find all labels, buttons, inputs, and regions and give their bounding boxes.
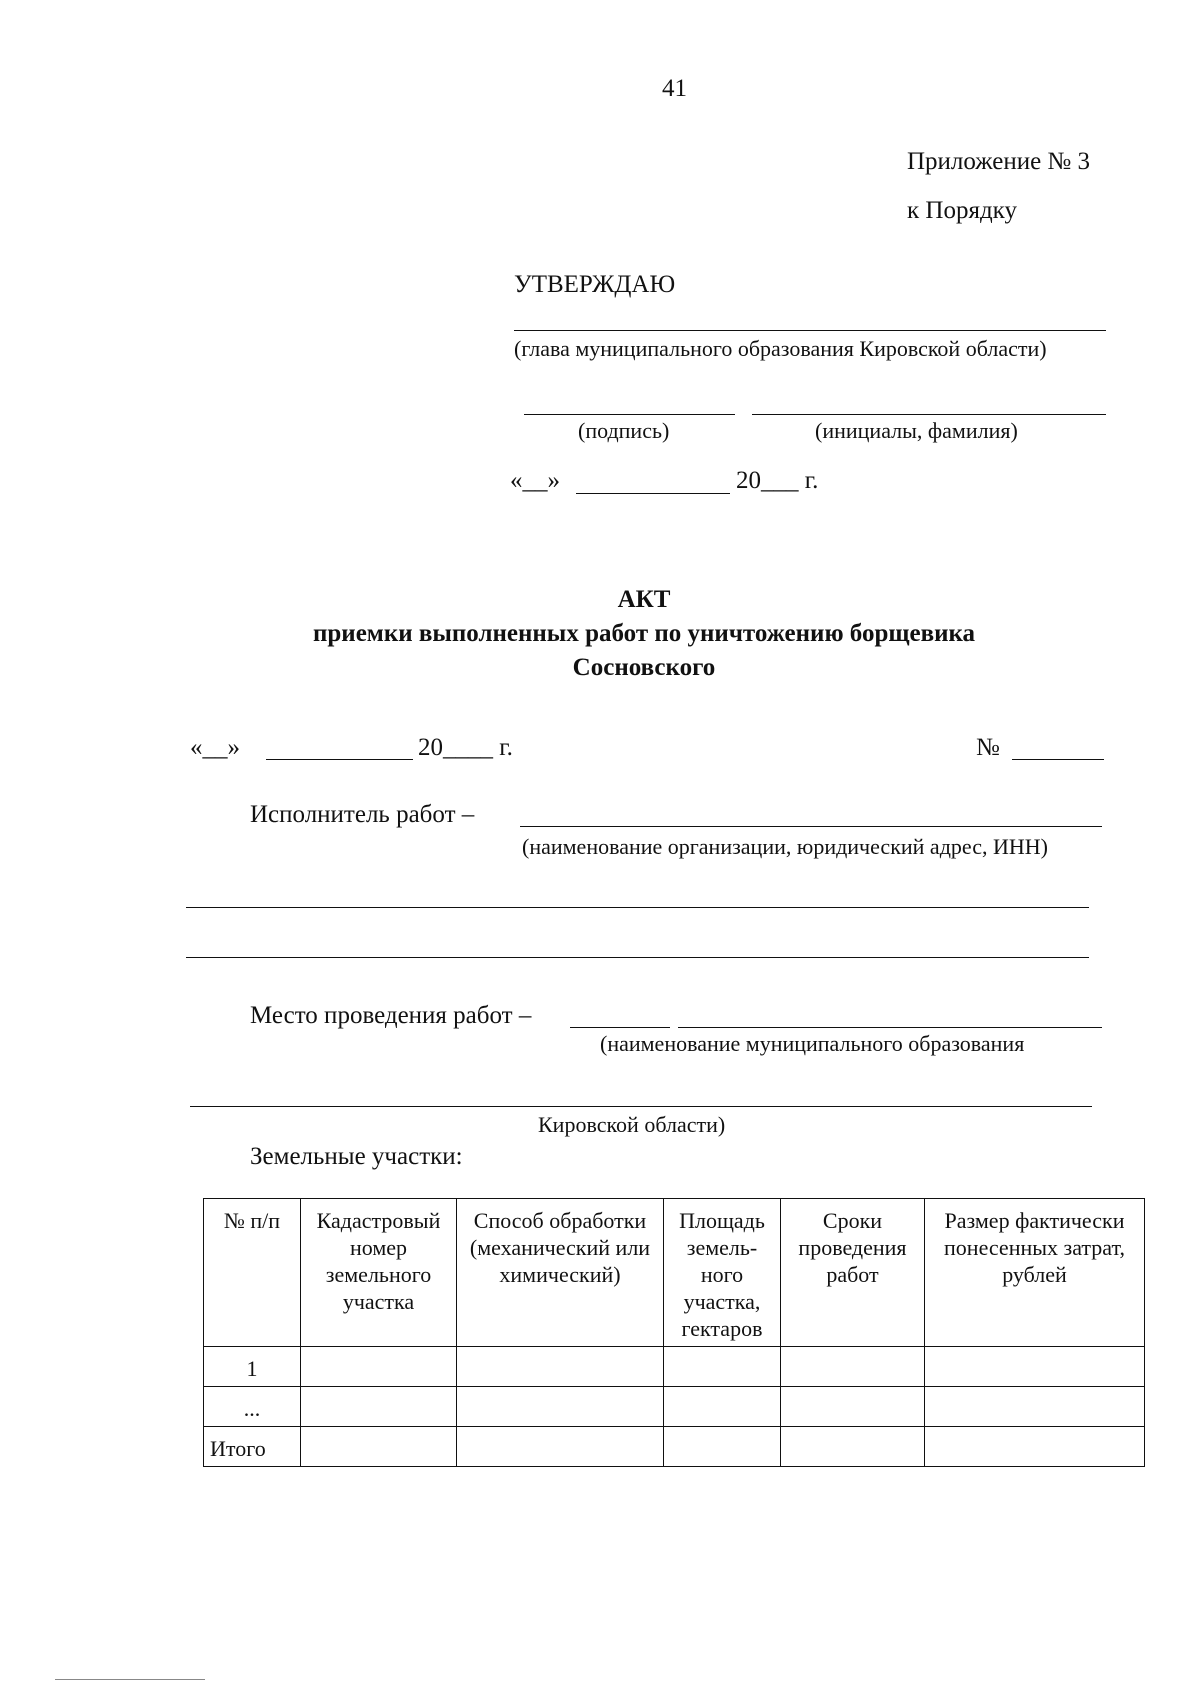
act-date-day: «__» xyxy=(190,734,240,761)
land-plots-table xyxy=(203,1198,1145,1467)
table-header-row xyxy=(204,1199,1145,1347)
land-plots-label: Земельные участки: xyxy=(250,1143,463,1170)
total-label-cell: Итого xyxy=(204,1427,301,1467)
act-month-line xyxy=(266,759,413,760)
act-title: АКТ xyxy=(617,586,671,613)
approval-month-line xyxy=(576,493,730,494)
table-cell xyxy=(925,1347,1145,1387)
table-cell xyxy=(457,1347,664,1387)
appendix-line-2: к Порядку xyxy=(907,197,1017,224)
row-number-cell: 1 xyxy=(204,1347,301,1387)
contractor-caption: (наименование организации, юридический адрес, ИНН) xyxy=(522,834,1048,859)
table-cell xyxy=(457,1427,664,1467)
col-header-method: Способ обработки (механический или химический) xyxy=(457,1199,664,1347)
table-row xyxy=(204,1347,1145,1387)
table-cell xyxy=(925,1427,1145,1467)
col-header-area: Площадь земель-ного участка, гектаров xyxy=(664,1199,781,1347)
col-header-dates: Сроки проведения работ xyxy=(781,1199,925,1347)
contractor-label: Исполнитель работ – xyxy=(250,801,475,828)
approval-date-day: «__» xyxy=(510,467,560,494)
location-line-short xyxy=(570,1027,670,1028)
table-cell xyxy=(664,1427,781,1467)
table-cell xyxy=(664,1347,781,1387)
act-number-line xyxy=(1012,759,1104,760)
table-cell xyxy=(664,1387,781,1427)
act-subtitle-2: Сосновского xyxy=(572,654,716,681)
contractor-extra-line-2 xyxy=(186,957,1089,958)
appendix-line-1: Приложение № 3 xyxy=(907,148,1091,175)
col-header-cadastral: Кадастровый номер земельного участка xyxy=(301,1199,457,1347)
act-date-year: 20____ г. xyxy=(418,734,513,761)
table-cell xyxy=(457,1387,664,1427)
location-caption-2: Кировской области) xyxy=(538,1112,726,1137)
table-cell xyxy=(781,1427,925,1467)
contractor-extra-line-1 xyxy=(186,907,1089,908)
table-cell xyxy=(301,1347,457,1387)
contractor-line xyxy=(520,826,1102,827)
row-number-cell: ... xyxy=(204,1387,301,1427)
table-cell xyxy=(781,1387,925,1427)
signature-caption: (подпись) xyxy=(578,418,670,443)
col-header-costs: Размер фактически понесенных затрат, рублей xyxy=(925,1199,1145,1347)
table-total-row xyxy=(204,1427,1145,1467)
page-number: 41 xyxy=(662,75,687,102)
act-number-label: № xyxy=(976,734,1000,761)
location-caption-1: (наименование муниципального образования xyxy=(600,1031,1025,1056)
approval-date-year: 20___ г. xyxy=(736,467,819,494)
table-row xyxy=(204,1387,1145,1427)
head-signature-line xyxy=(514,330,1106,331)
approval-title: УТВЕРЖДАЮ xyxy=(514,271,676,298)
initials-caption: (инициалы, фамилия) xyxy=(815,418,1018,443)
col-header-number: № п/п xyxy=(204,1199,301,1347)
signature-line xyxy=(524,414,735,415)
location-line xyxy=(678,1027,1102,1028)
location-label: Место проведения работ – xyxy=(250,1002,532,1029)
scan-artifact-line xyxy=(55,1679,205,1680)
initials-line xyxy=(752,414,1106,415)
act-subtitle-1: приемки выполненных работ по уничтожению борщевика xyxy=(312,620,976,647)
table-cell xyxy=(925,1387,1145,1427)
table-cell xyxy=(301,1387,457,1427)
table-cell xyxy=(301,1427,457,1467)
head-caption: (глава муниципального образования Кировской области) xyxy=(514,336,1047,361)
table-cell xyxy=(781,1347,925,1387)
location-extra-line xyxy=(190,1106,1092,1107)
